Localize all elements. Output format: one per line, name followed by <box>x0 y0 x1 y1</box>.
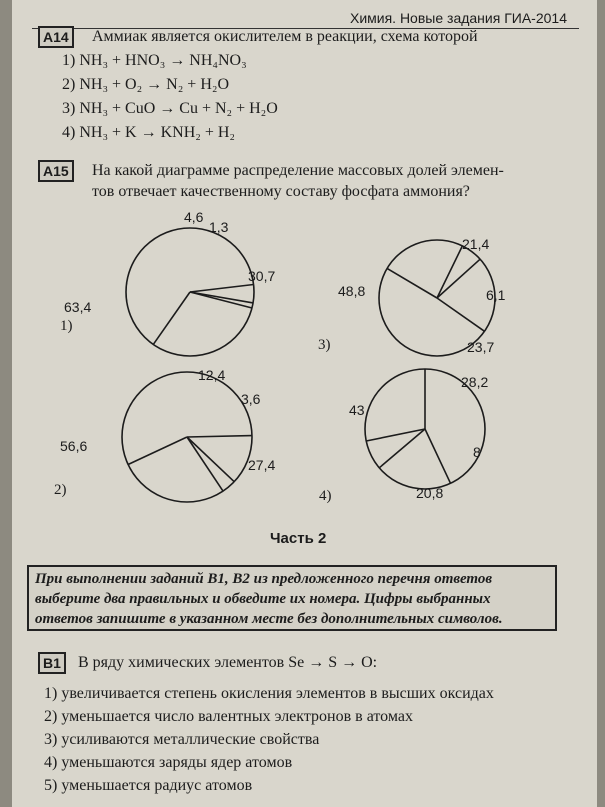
pie-chart-1[interactable] <box>60 209 275 356</box>
pie-value-label: 4,6 <box>184 209 204 225</box>
pie-slice-boundary <box>437 298 485 331</box>
pie-slice-boundary <box>153 292 190 344</box>
pie-value-label: 63,4 <box>64 299 92 315</box>
workbook-page <box>12 0 597 807</box>
b1-options <box>44 682 494 797</box>
task-badge-b1: B1 <box>38 652 66 674</box>
pie-slice-boundary <box>187 436 252 437</box>
a14-option-2[interactable]: 2) NH₃ + O₂ → N₂ + H₂O <box>62 76 230 93</box>
pie-slice-boundary <box>190 285 254 293</box>
pie-slice-boundary <box>190 292 253 303</box>
a15-question-line2: тов отвечает качественному составу фосфата аммония? <box>92 183 470 200</box>
pie-slice-boundary <box>437 246 462 298</box>
pie-value-label: 8 <box>473 444 481 460</box>
pie-option-number[interactable]: 1) <box>60 318 73 334</box>
pie-option-number[interactable]: 3) <box>318 337 331 353</box>
pie-slice-boundary <box>187 437 234 482</box>
pie-value-label: 23,7 <box>467 339 495 355</box>
pie-chart-2[interactable] <box>54 367 275 502</box>
b1-option-5[interactable]: 5) уменьшается радиус атомов <box>44 777 253 794</box>
b1-option-3[interactable]: 3) усиливаются металлические свойства <box>44 731 320 748</box>
b1-question: В ряду химических элементов Se → S → O: <box>78 654 378 671</box>
b1-option-1[interactable]: 1) увеличивается степень окисления элементов в высших оксидах <box>44 685 494 702</box>
b1-option-2[interactable]: 2) уменьшается число валентных электронов в атомах <box>44 708 413 725</box>
pie-charts <box>12 0 597 540</box>
pie-value-label: 20,8 <box>416 485 444 501</box>
pie-value-label: 6,1 <box>486 287 506 303</box>
pie-value-label: 43 <box>349 402 365 418</box>
pie-chart-3[interactable] <box>318 236 506 356</box>
page-header: Химия. Новые задания ГИА-2014 <box>349 10 567 26</box>
pie-value-label: 30,7 <box>248 268 276 284</box>
pie-slice-boundary <box>187 437 223 491</box>
pie-option-number[interactable]: 2) <box>54 482 67 498</box>
pie-value-label: 21,4 <box>462 236 490 252</box>
instructions-box: При выполнении заданий B1, B2 из предложенного перечня ответов выберите два правильных и обведите их номера. Цифры выбранных ответов запишите в указанном месте без дополнительных символов. <box>27 565 557 631</box>
task-badge-a14: A14 <box>38 26 74 48</box>
a14-question: Аммиак является окислителем в реакции, схема которой <box>92 28 478 45</box>
pie-value-label: 12,4 <box>198 367 226 383</box>
pie-chart-4[interactable] <box>319 369 488 504</box>
pie-value-label: 27,4 <box>248 457 276 473</box>
a14-option-4[interactable]: 4) NH₃ + K → KNH₂ + H₂ <box>62 124 235 141</box>
pie-slice-boundary <box>128 437 187 465</box>
pie-value-label: 1,3 <box>209 219 229 235</box>
pie-value-label: 3,6 <box>241 391 261 407</box>
pie-value-label: 56,6 <box>60 438 88 454</box>
pie-slice-boundary <box>379 429 425 468</box>
pie-slice-boundary <box>425 429 451 483</box>
a14-option-1[interactable]: 1) NH₃ + HNO₃ → NH₄NO₃ <box>62 52 247 69</box>
a14-option-3[interactable]: 3) NH₃ + CuO → Cu + N₂ + H₂O <box>62 100 278 117</box>
part-2-title: Часть 2 <box>270 530 327 547</box>
pie-slice-boundary <box>366 429 425 441</box>
a15-question-line1: На какой диаграмме распределение массовых долей элемен- <box>92 162 504 179</box>
pie-value-label: 28,2 <box>461 374 489 390</box>
b1-option-4[interactable]: 4) уменьшаются заряды ядер атомов <box>44 754 293 771</box>
pie-slice-boundary <box>437 259 480 298</box>
pie-value-label: 48,8 <box>338 283 366 299</box>
pie-slice-boundary <box>387 268 437 298</box>
pie-option-number[interactable]: 4) <box>319 488 332 504</box>
task-badge-a15: A15 <box>38 160 74 182</box>
